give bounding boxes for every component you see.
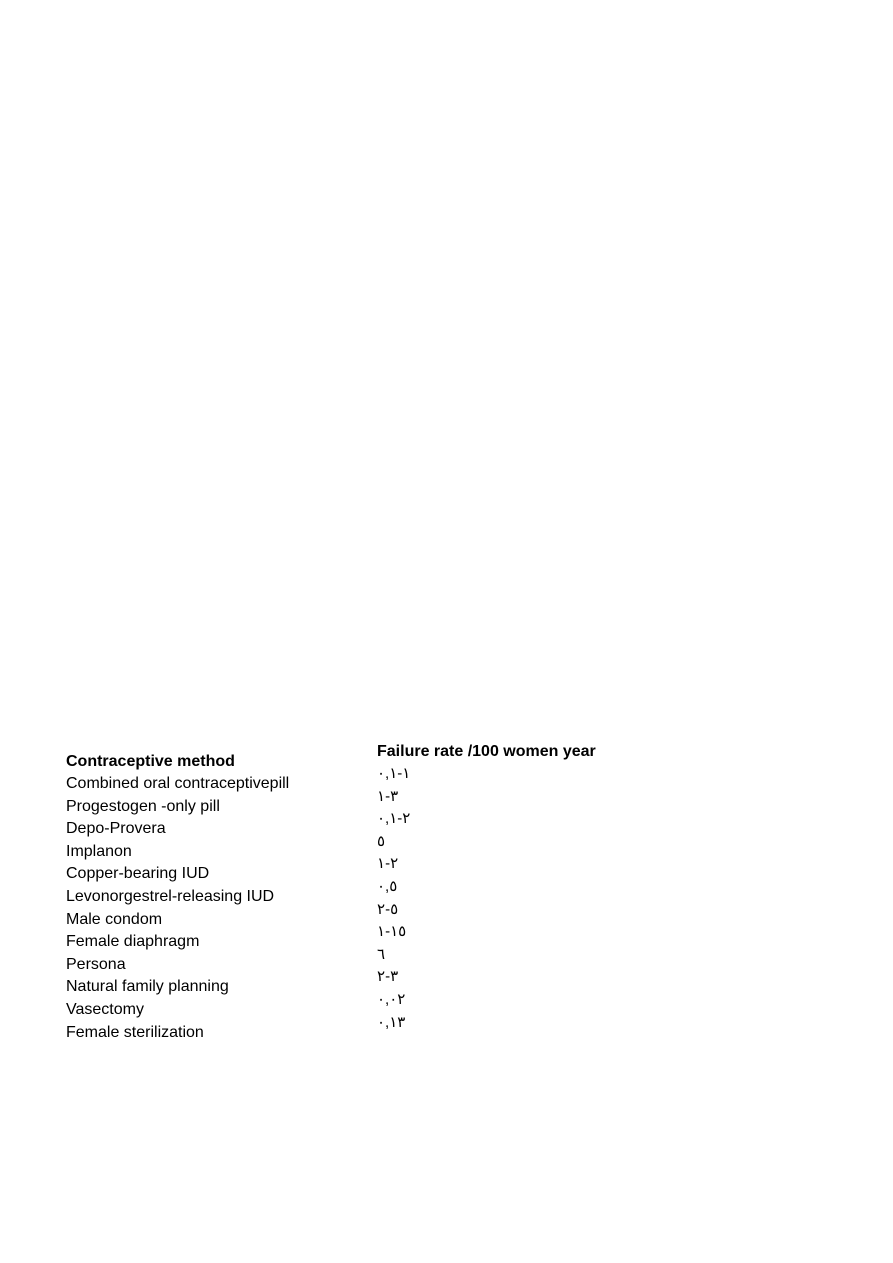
- method-item: Implanon: [66, 842, 132, 860]
- method-item: Combined oral contraceptivepill: [66, 775, 290, 792]
- method-item: Natural family planning: [66, 978, 229, 996]
- rate-item: ٦: [377, 945, 386, 963]
- method-header: Contraceptive method: [66, 753, 235, 770]
- method-item: Persona: [66, 955, 126, 973]
- rate-item: ٠,٥: [377, 877, 398, 895]
- method-item: Levonorgestrel-releasing IUD: [66, 887, 275, 905]
- rate-item: ٥: [377, 832, 386, 850]
- rate-item: ٠,١٣: [377, 1013, 406, 1031]
- rate-item: ٠,٠٢: [377, 990, 406, 1008]
- rate-header: Failure rate /100 women year: [377, 743, 596, 760]
- method-item: Depo-Provera: [66, 820, 166, 838]
- method-item: Progestogen -only pill: [66, 797, 220, 815]
- method-item: Male condom: [66, 910, 163, 928]
- rate-column: [377, 741, 677, 1034]
- rate-item: ١-٠,١: [377, 765, 411, 782]
- method-list: [66, 773, 356, 1044]
- rate-item: ٣-٢: [377, 968, 399, 986]
- method-item: Female sterilization: [66, 1023, 204, 1041]
- rate-item: ٢-٠,١: [377, 810, 411, 828]
- method-item: Copper-bearing IUD: [66, 865, 210, 883]
- rate-item: ١٥-١: [377, 923, 407, 941]
- method-item: Female diaphragm: [66, 933, 200, 951]
- rate-item: ٣-١: [377, 787, 399, 805]
- method-column: [66, 751, 356, 1044]
- rate-list: [377, 763, 677, 1034]
- rate-item: ٥-٢: [377, 900, 399, 918]
- rate-item: ٢-١: [377, 855, 399, 873]
- method-item: Vasectomy: [66, 1000, 144, 1018]
